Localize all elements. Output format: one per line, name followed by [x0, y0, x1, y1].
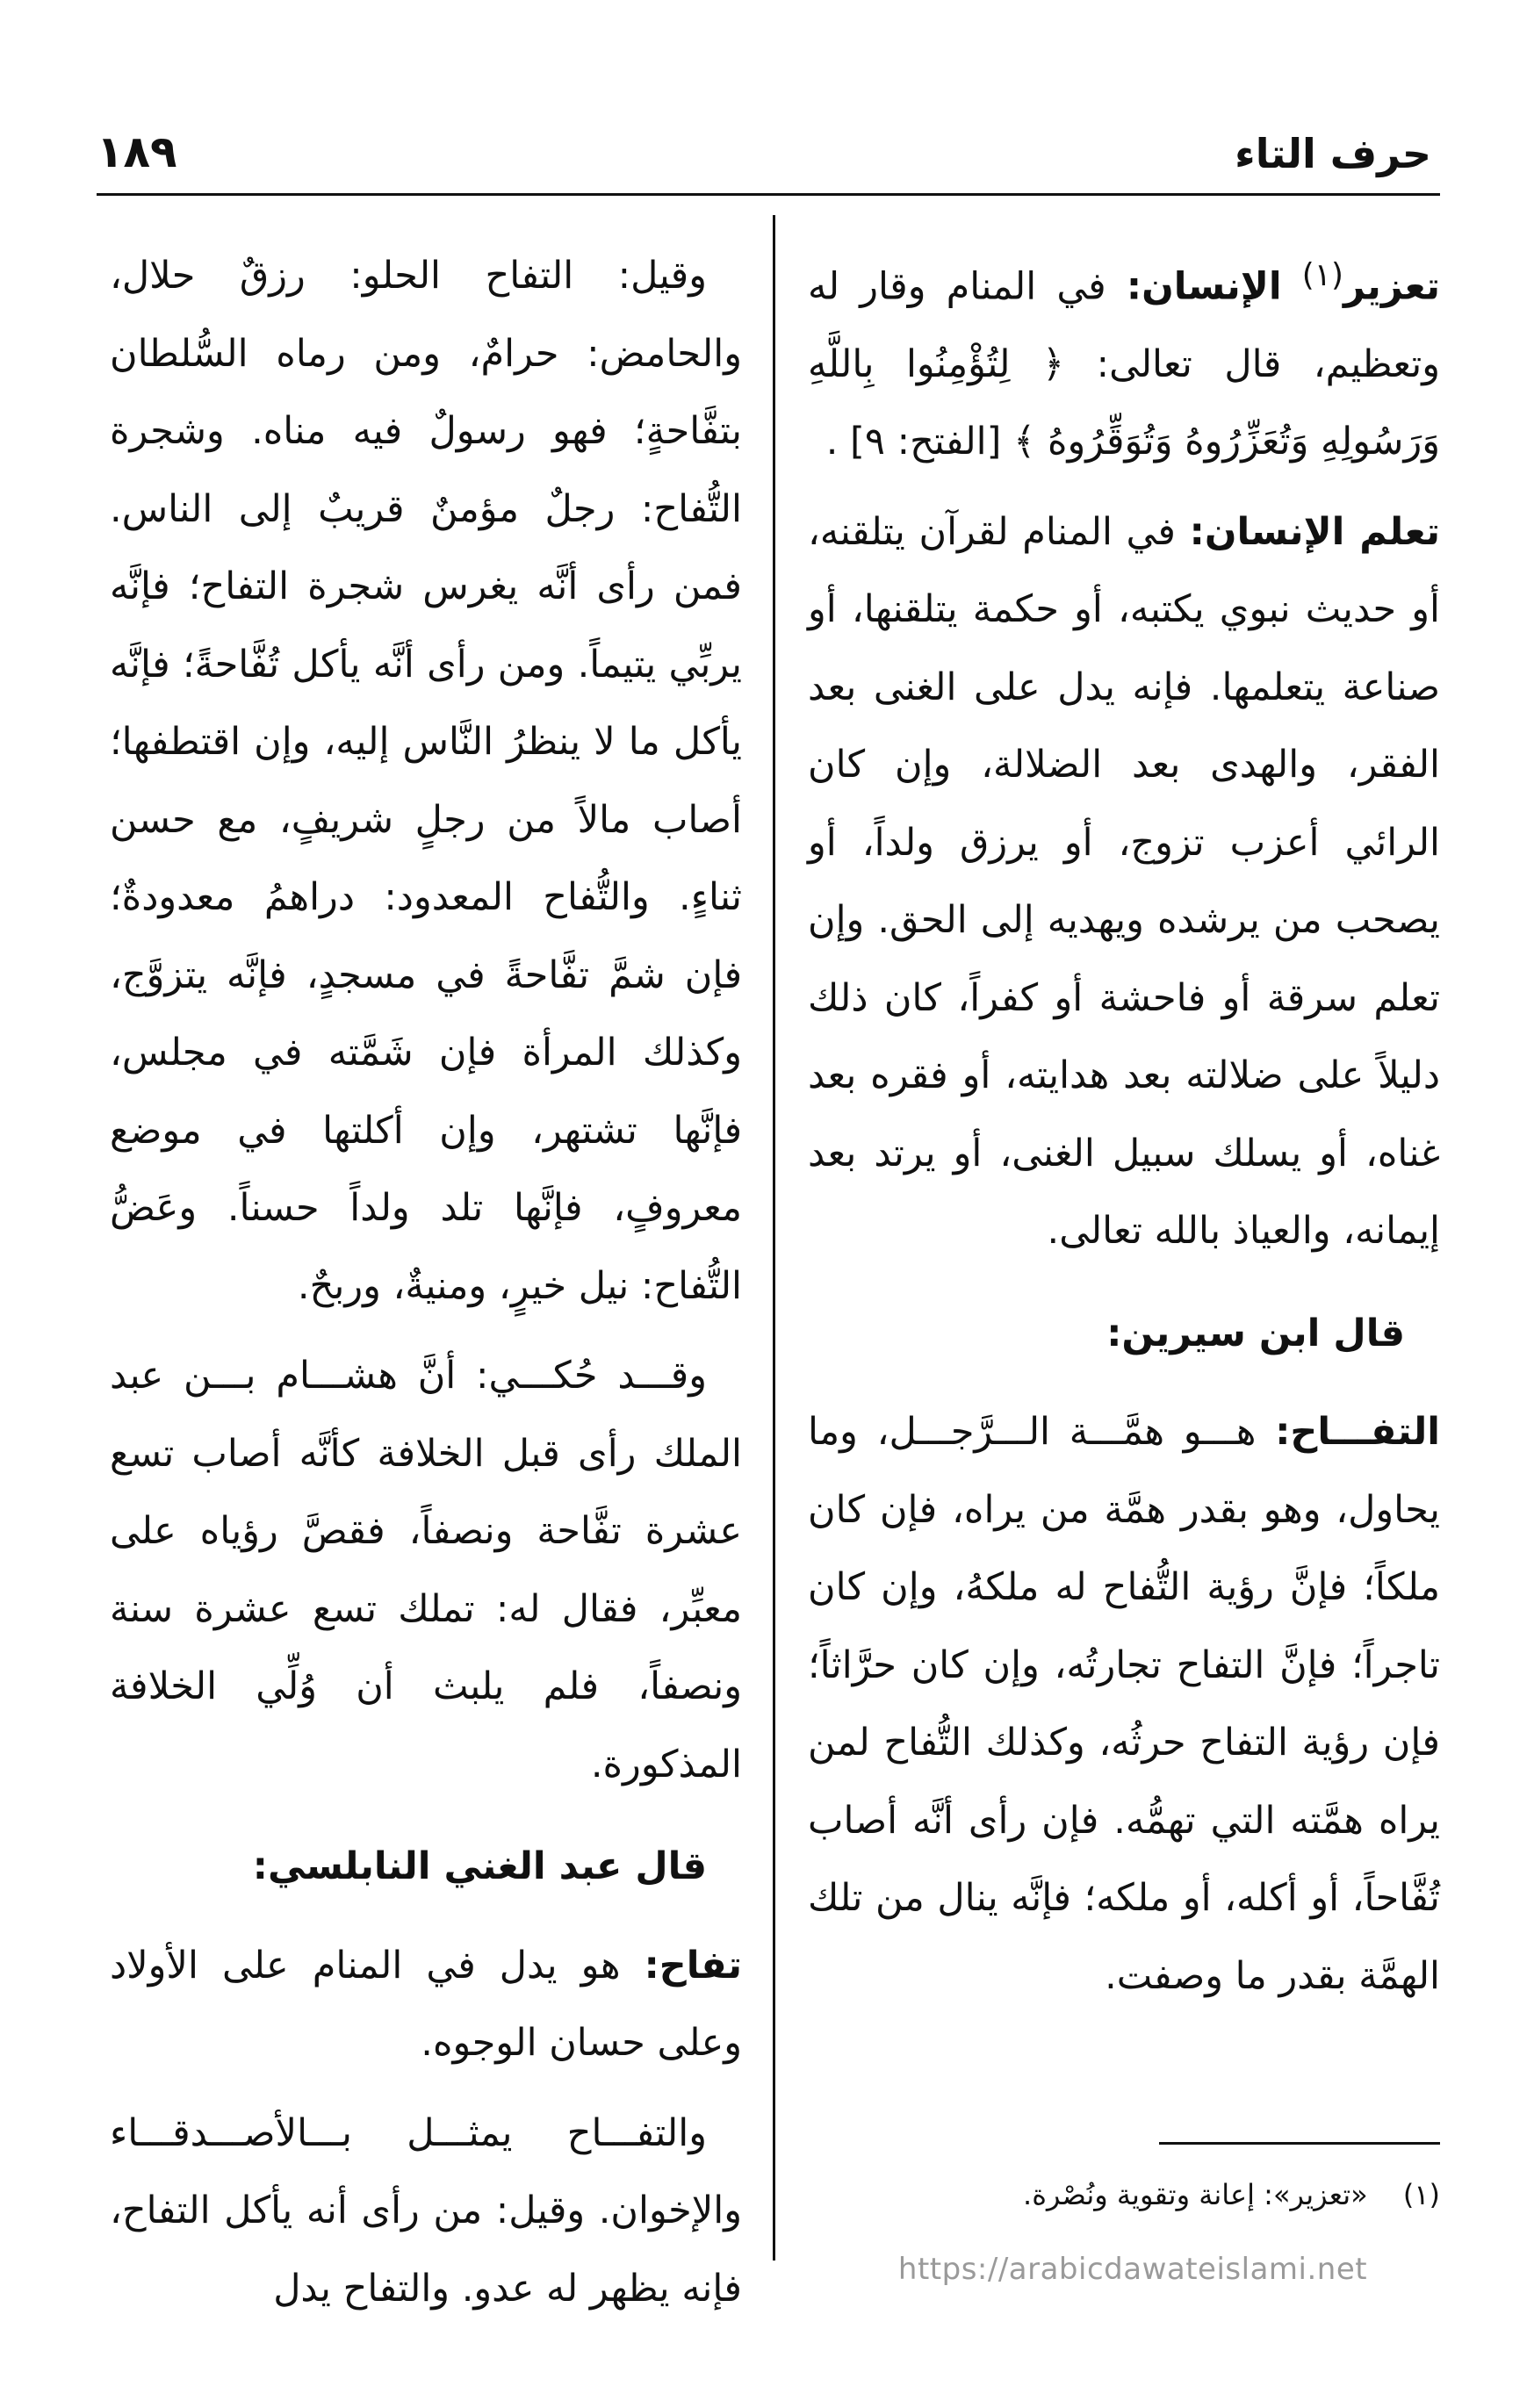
footnote	[808, 2173, 1440, 2217]
watermark: https://arabicdawateislami.net	[897, 2252, 1368, 2287]
entry-text: هـــو همَّـــة الـــرَّجـــل، وما يحاول، وهو بقدر همَّة من يراه، فإن كان ملكاً؛ فإنَّ رؤية التُّفاح له ملكهُ، وإن كان تاجراً؛ فإنَّ التفاح تجارتُه، وإن كان حرَّاثاً؛ فإن رؤية التفاح حرثُه، وكذلك التُّفاح لمن يراه همَّته التي تهمُّه. فإن رأى أنَّه أصاب تُفَّاحاً، أو أكله، أو ملكه؛ فإنَّه ينال من تلك الهمَّة بقدر ما وصفت.	[808, 1410, 1440, 1998]
footnote-marker: (١)	[1301, 257, 1343, 293]
entry-subject: الإنسان:	[1126, 264, 1282, 309]
page-header	[97, 123, 1440, 196]
footnote-number: (١)	[1402, 2178, 1440, 2211]
entry-taallum	[808, 493, 1440, 1270]
paragraph: وقيل: التفاح الحلو: رزقٌ حلال، والحامض: حرامٌ، ومن رماه السُّلطان بتفَّاحةٍ؛ فهو رسولٌ فيه مناه. وشجرة التُّفاح: رجلٌ مؤمنٌ قريبٌ إلى الناس. فمن رأى أنَّه يغرس شجرة التفاح؛ فإنَّه يربِّي يتيماً. ومن رأى أنَّه يأكل تُفَّاحةً؛ فإنَّه يأكل ما لا ينظرُ النَّاس إليه، وإن اقتطفها؛ أصاب مالاً من رجلٍ شريفٍ، مع حسن ثناءٍ. والتُّفاح المعدود: دراهمُ معدودةٌ؛ فإن شمَّ تفَّاحةً في مسجدٍ، فإنَّه يتزوَّج، وكذلك المرأة فإن شَمَّته في مجلس، فإنَّها تشتهر، وإن أكلتها في موضع معروفٍ، فإنَّها تلد ولداً حسناً. وعَضُّ التُّفاح: نيل خيرٍ، ومنيةٌ، وربحٌ.	[110, 254, 742, 1308]
entry-text: في المنام لقرآن يتلقنه، أو حديث نبوي يكتبه، أو حكمة يتلقنها، أو صناعة يتعلمها. فإنه يدل على الغنى بعد الفقر، والهدى بعد الضلالة، وإن كان الرائي أعزب تزوج، أو يرزق ولداً، أو يصحب من يرشده ويهديه إلى الحق. وإن تعلم سرقة أو فاحشة أو كفراً، كان ذلك دليلاً على ضلالته بعد هدايته، أو فقره بعد غناه، أو يسلك سبيل الغنى، أو يرتد بعد إيمانه، والعياذ بالله تعالى.	[808, 509, 1440, 1254]
entry-text: في المنام وقار له وتعظيم، قال تعالى:	[808, 264, 1440, 386]
paragraph: والتفـــاح يمثـــل بـــالأصـــدقـــاء والإخوان. وقيل: من رأى أنه يأكل التفاح، فإنه يظهر له عدو. والتفاح يدل	[110, 2110, 742, 2311]
entry-term: تعلم الإنسان:	[1189, 509, 1440, 554]
page-number: ١٨٩	[97, 126, 177, 177]
entry-term: التفـــاح:	[1275, 1410, 1440, 1455]
paragraph: وقـــد حُكـــي: أنَّ هشـــام بـــن عبد الملك رأى قبل الخلافة كأنَّه أصاب تسع عشرة تفَّاحة ونصفاً، فقصَّ رؤياه على معبِّر، فقال له: تملك تسع عشرة سنة ونصفاً، فلم يلبث أن وُلِّي الخلافة المذكورة.	[110, 1354, 742, 1786]
left-column	[110, 237, 742, 2340]
footnote-divider	[1159, 2142, 1440, 2145]
entry-tuffah	[808, 1393, 1440, 2015]
entry-text: هو يدل في المنام على الأولاد وعلى حسان الوجوه.	[110, 1943, 742, 2065]
entry-term: تفاح:	[644, 1943, 742, 1987]
right-column	[808, 237, 1440, 2027]
quran-reference: [الفتح: ٩] .	[825, 420, 1002, 464]
column-divider	[773, 215, 775, 2261]
section-heading-ibn-sirin: قال ابن سيرين:	[1106, 1311, 1405, 1355]
entry-term: تعزير	[1343, 264, 1440, 309]
footnote-text: «تعزير»: إعانة وتقوية ونُصْرة.	[1023, 2178, 1368, 2211]
entry-tuffah-nabulsi	[110, 1927, 742, 2082]
entry-taazir	[808, 237, 1440, 481]
quran-verse: ﴿ لِتُؤْمِنُوا بِاللَّهِ وَرَسُولِهِ وَتُعَزِّرُوهُ وَتُوَقِّرُوهُ ﴾	[808, 341, 1440, 464]
header-title: حرف التاء	[1235, 130, 1431, 177]
section-heading-nabulsi: قال عبد الغني النابلسي:	[252, 1844, 707, 1888]
